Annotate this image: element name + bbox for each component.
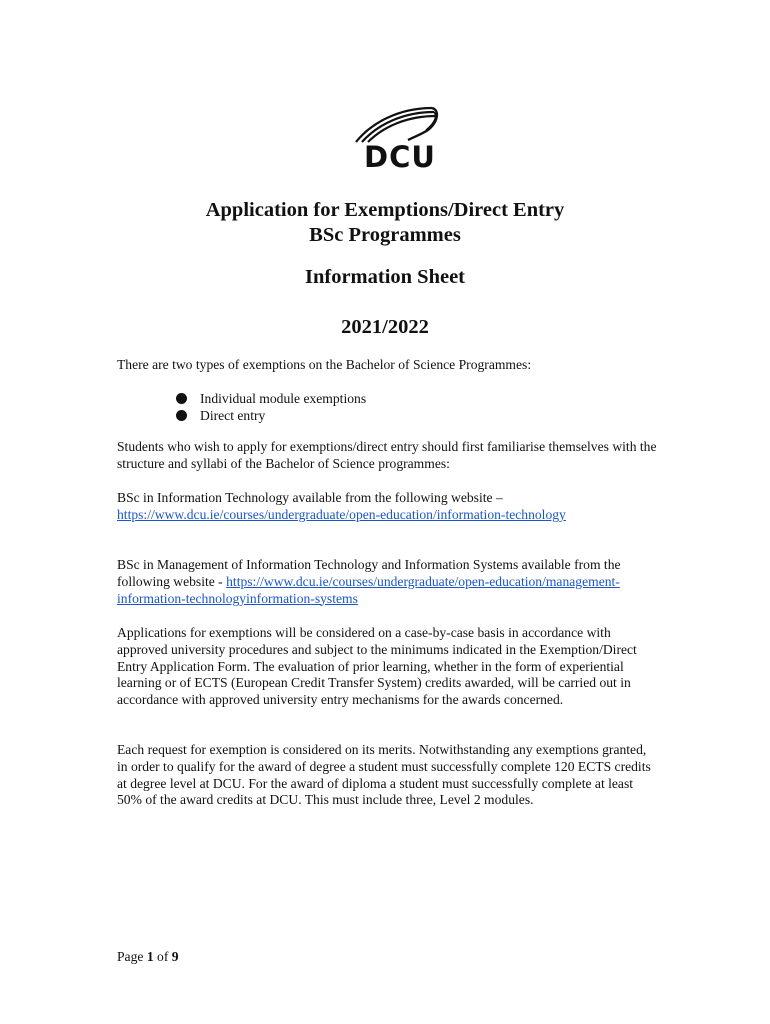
mit-programme-text: BSc in Management of Information Technology and Information Systems available from the following website - bbox=[117, 557, 621, 589]
bullet-icon bbox=[176, 393, 187, 404]
it-programme-link[interactable]: https://www.dcu.ie/courses/undergraduate/open-education/information-technology bbox=[117, 506, 566, 522]
page-label: Page bbox=[117, 949, 144, 964]
list-item-label: Direct entry bbox=[200, 408, 266, 423]
dcu-swoosh-icon bbox=[352, 104, 442, 144]
intro-paragraph: There are two types of exemptions on the Bachelor of Science Programmes: bbox=[117, 357, 532, 372]
dcu-logo bbox=[352, 104, 442, 172]
bullet-icon bbox=[176, 410, 187, 421]
page-subtitle: Information Sheet bbox=[304, 266, 465, 288]
mit-programme-link[interactable]: https://www.dcu.ie/courses/undergraduate/open-education/management-information-technologyinformation-systems bbox=[117, 573, 620, 606]
it-programme-paragraph bbox=[117, 490, 657, 524]
logo-text: DCU bbox=[364, 140, 436, 174]
page-title-line1: Application for Exemptions/Direct Entry bbox=[205, 199, 565, 221]
exemption-types-list bbox=[176, 390, 366, 424]
mit-programme-paragraph bbox=[117, 557, 657, 607]
it-programme-text: BSc in Information Technology available from the following website – bbox=[117, 490, 503, 505]
page-current: 1 bbox=[146, 949, 154, 964]
merits-paragraph: Each request for exemption is considered on its merits. Notwithstanding any exemptions granted, in order to qualify for the award of degree a student must successfully complete 120 ECTS credits at degree level at DCU. For the award of diploma a student must successfully complete at least 50% of the award credits at DCU. This must include three, Level 2 modules. bbox=[117, 742, 651, 808]
of-label: of bbox=[157, 949, 169, 964]
list-item bbox=[176, 407, 366, 424]
page-title-line2: BSc Programmes bbox=[309, 224, 461, 246]
academic-year: 2021/2022 bbox=[341, 316, 429, 338]
page-number bbox=[117, 948, 179, 965]
familiarise-paragraph: Students who wish to apply for exemptions/direct entry should first familiarise themselves with the structure and syllabi of the Bachelor of Science programmes: bbox=[117, 439, 657, 471]
page-total: 9 bbox=[171, 949, 179, 964]
applications-paragraph: Applications for exemptions will be considered on a case-by-case basis in accordance with approved university procedures and subject to the minimums indicated in the Exemption/Direct Entry Application Form. The evaluation of prior learning, whether in the form of experiential learning or of ECTS (European Credit Transfer System) credits awarded, will be carried out in accordance with approved university entry mechanisms for the awards concerned. bbox=[117, 625, 637, 708]
list-item bbox=[176, 390, 366, 407]
list-item-label: Individual module exemptions bbox=[200, 391, 367, 406]
